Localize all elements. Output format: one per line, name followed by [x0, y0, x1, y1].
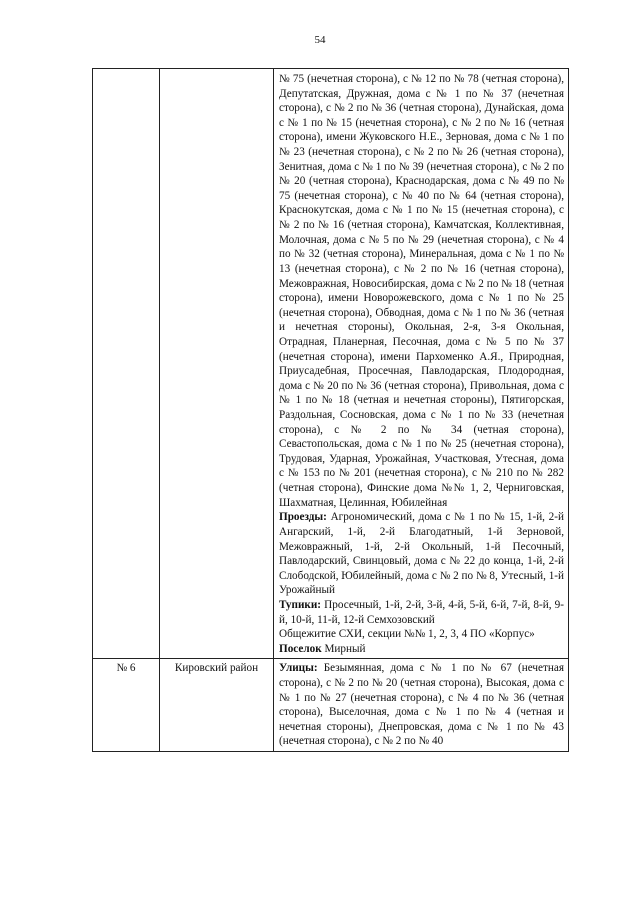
- streets-paragraph: [279, 661, 564, 749]
- dead-ends-paragraph: [279, 598, 564, 627]
- block-label: Тупики:: [279, 598, 322, 611]
- block-text: Просечный, 1-й, 2-й, 3-й, 4-й, 5-й, 6-й, 7-й, 8-й, 9-й, 10-й, 11-й, 12-й Семхозовский: [279, 598, 564, 626]
- addresses-cell: [274, 69, 569, 659]
- district-cell: [160, 69, 274, 659]
- block-label: Улицы:: [279, 662, 318, 675]
- block-label: Поселок: [279, 642, 322, 655]
- districts-table: [92, 68, 569, 752]
- block-text: Мирный: [321, 642, 366, 655]
- settlement-paragraph: [279, 642, 564, 657]
- row-number-cell: № 6: [93, 659, 160, 752]
- streets-paragraph: [279, 72, 564, 510]
- page-number: 54: [314, 34, 326, 46]
- block-text: № 75 (нечетная сторона), с № 12 по № 78 (четная сторона), Депутатская, Дружная, дома с № 1 по № 37 (нечетная сторона), с № 2 по № 36 (четная сторона), Дунайская, дома с № 1 по № 15 (нечетная сторона), с № 2 по № 16 (четная сторона), имени Жуковского Н.Е., Зерновая, дома с № 1 по № 23 (нечетная сторона), с № 2 по № 26 (четная сторона), Зенитная, дома с № 1 по № 39 (нечетная сторона), с № 2 по № 20 (четная сторона), Краснодарская, дома с № 49 по № 75 (нечетная сторона), с № 40 по № 64 (четная сторона), Краснокутская, дома с № 1 по № 15 (нечетная сторона), с № 2 по № 16 (четная сторона), Камчатская, Коллективная, Молочная, дома с № 5 по № 29 (нечетная сторона), с № 4 по № 32 (четная сторона), Минеральная, дома с № 1 по № 13 (нечетная сторона), с № 2 по № 16 (четная сторона), Межовражная, Новосибирская, дома с № 2 по № 18 (четная сторона), имени Новорожевского, дома с № 1 по № 25 (нечетная сторона), Обводная, дома с № 1 по № 36 (четная и нечетная стороны), Окольная, 2-я, 3-я Окольная, Отрадная, Планерная, Песочная, дома с № 5 по № 37 (нечетная сторона), имени Пархоменко А.Я., Природная, Приусадебная, Просечная, Павлодарская, Плодородная, дома с № 20 по № 36 (четная сторона), Привольная, дома с № 1 по № 18 (четная и нечетная стороны), Пятигорская, Раздольная, Сосновская, дома с № 1 по № 33 (нечетная сторона), с № 2 по № 34 (четная сторона), Севастопольская, дома с № 1 по № 25 (нечетная сторона), Трудовая, Ударная, Урожайная, Участковая, Утесная, дома с № 153 по № 201 (нечетная сторона), с № 210 по № 282 (четная сторона), Финские дома №№ 1, 2, Черниговская, Шахматная, Целинная, Юбилейная: [279, 73, 564, 509]
- dormitory-paragraph: [279, 627, 564, 642]
- passages-paragraph: [279, 510, 564, 598]
- block-text: Общежитие СХИ, секции №№ 1, 2, 3, 4 ПО «Корпус»: [279, 628, 535, 641]
- block-text: Безымянная, дома с № 1 по № 67 (нечетная сторона), с № 2 по № 20 (четная сторона), Высокая, дома с № 1 по № 27 (нечетная сторона), с № 4 по № 36 (четная сторона), Выселочная, дома с № 1 по № 4 (четная и нечетная стороны), Днепровская, дома с № 1 по № 43 (нечетная сторона), с № 2 по № 40: [279, 662, 564, 748]
- table-row: [93, 659, 569, 752]
- district-cell: Кировский район: [160, 659, 274, 752]
- addresses-cell: [274, 659, 569, 752]
- row-number-cell: [93, 69, 160, 659]
- table-row: [93, 69, 569, 659]
- block-label: Проезды:: [279, 511, 327, 524]
- block-text: Агрономический, дома с № 1 по № 15, 1-й, 2-й Ангарский, 1-й, 2-й Благодатный, 1-й Зерновой, Межовражный, 1-й, 2-й Окольный, 1-й Песочный, Павлодарский, Свинцовый, дома с № 22 до конца, 1-й, 2-й Слободской, Юбилейный, дома с № 2 по № 8, Утесный, 1-й Урожайный: [279, 511, 565, 597]
